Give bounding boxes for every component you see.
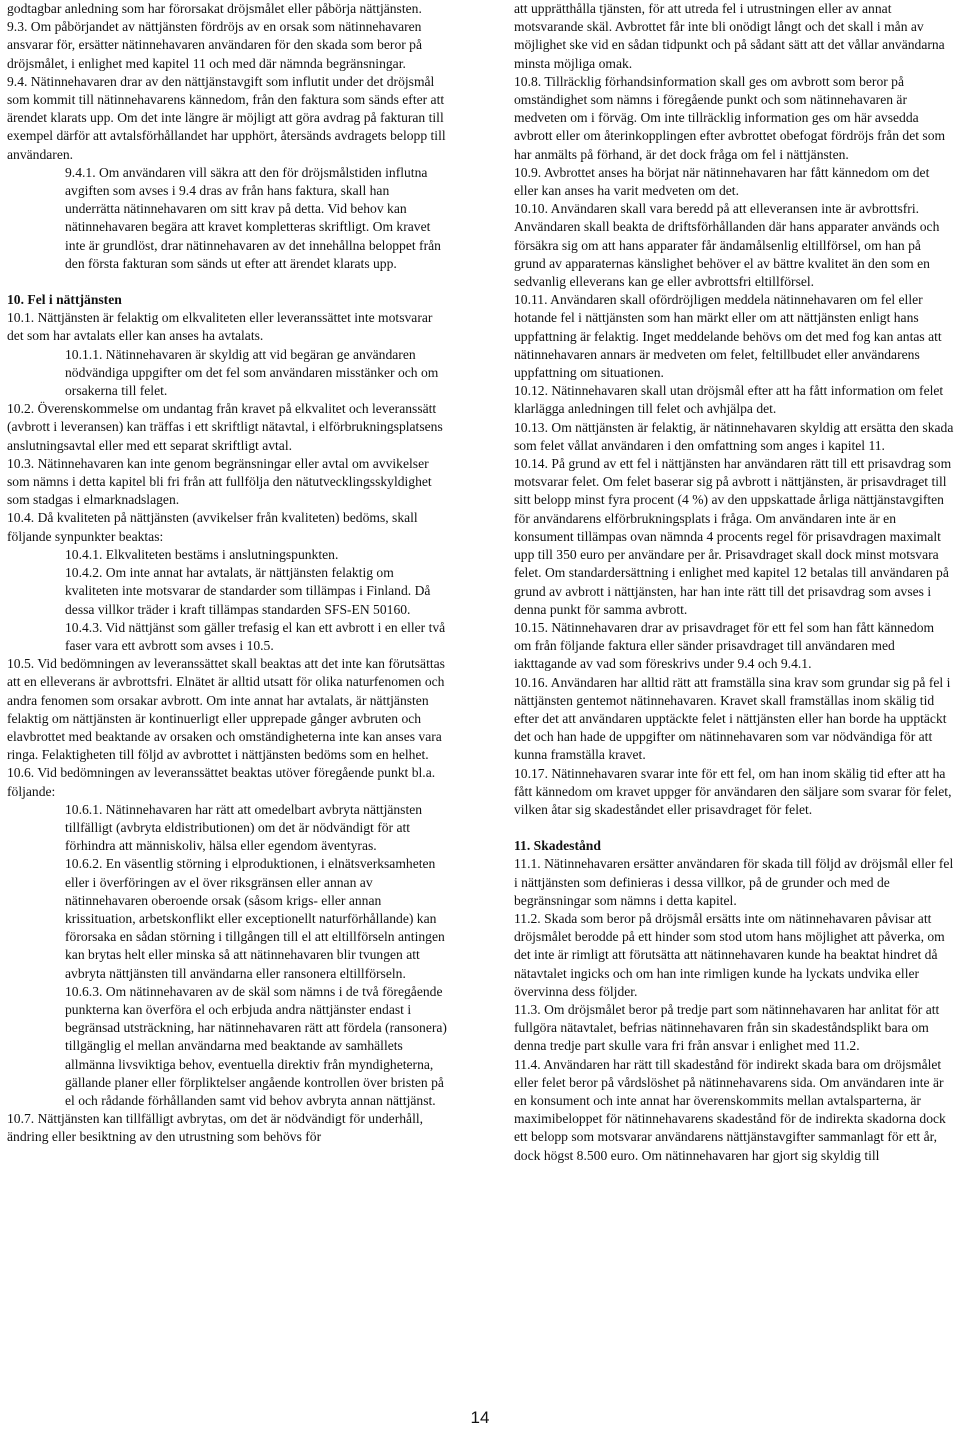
paragraph: 10.12. Nätinnehavaren skall utan dröjsmål efter att ha fått information om felet klarlägga anledningen till felet och avhjälpa det. <box>514 383 944 417</box>
paragraph: 10.15. Nätinnehavaren drar av prisavdraget för ett fel som han fått kännedom om från följande faktura eller sänder prisavdraget till användaren med iakttagande av vad som föreskrivs under 9.4 och 9.4.1. <box>514 619 935 672</box>
paragraph: 10.11. Användaren skall ofördröjligen meddela nätinnehavaren om fel eller hotande fel i nättjänsten som han märkt eller om att nättjänsten enligt hans uppfattning är felaktig. Inget meddelande behövs om det med fog kan antas att nätinnehavaren annars är medveten om felet, feltillbudet eller användarens uppfattning om situationen. <box>514 292 942 381</box>
subparagraph: 10.4.2. Om inte annat har avtalats, är nättjänsten felaktig om kvaliteten inte motsvarar de standarder som tillämpas i Finland. Då dessa villkor träder i kraft tillämpas standarden SFS-EN 50160. <box>65 565 431 617</box>
paragraph: 10.2. Överenskommelse om undantag från kravet på elkvalitet och leveranssätt (avbrott i leveransen) kan träffas i ett skriftligt nätavtal, i elförbrukningsplatsens anslutningsavtal eller med ett separat skriftligt avtal. <box>7 401 443 453</box>
paragraph: 10.3. Nätinnehavaren kan inte genom begränsningar eller avtal om avvikelser som nämns i detta kapitel bli fri från att fullfölja den nätutvecklingsskyldighet som stadgas i elmarknadslagen. <box>7 455 432 508</box>
paragraph: 10.5. Vid bedömningen av leveranssättet skall beaktas att det inte kan förutsättas att en elleverans är avbrottsfri. Elnätet är alltid utsatt för olika naturfenomen och andra fenomen som orsakar avbrott. Om inte annat har avtalats, är nättjänsten felaktig om nättjänsten är kontinuerligt eller upprepade gånger avbruten och elavbrottet med beaktande av orsaken och omständigheterna inte kan anses vara ringa. Felaktigheten till följd av avbrottet i nättjänsten bedöms som en helhet. <box>7 656 445 763</box>
section-heading: 10. Fel i nättjänsten <box>7 292 122 308</box>
spacer <box>514 819 954 837</box>
subparagraph: 10.4.3. Vid nättjänst som gäller trefasig el kan ett avbrott i en eller två faser vara ett avbrott som avses i 10.5. <box>65 619 446 653</box>
page-number: 14 <box>470 1408 490 1427</box>
paragraph: 10.16. Användaren har alltid rätt att framställa sina krav som grundar sig på fel i nättjänsten gentemot nätinnehavaren. Kravet skall framställas inom skälig tid efter det att användaren upptäckte felet i nättjänsten eller han borde ha upptäckt det och han hade de uppgifter om nätinnehavaren som var nödvändiga för att kunna framställa kravet. <box>514 674 951 763</box>
section-heading: 11. Skadestånd <box>514 838 601 854</box>
paragraph: 10.10. Användaren skall vara beredd på att elleveransen inte är avbrottsfri. Användaren skall beakta de driftsförhållanden där hans apparater används och försäkra sig om att hans apparater får ändamålsenlig eltillförsel, om han på grund av apparaternas känslighet behöver el av bättre kvalitet än den som en sedvanlig elleverans kan ge eller avbrottsfri eltillförsel. <box>514 201 940 290</box>
subparagraph: 10.4.1. Elkvaliteten bestäms i anslutningspunkten. <box>65 546 339 562</box>
paragraph: 11.1. Nätinnehavaren ersätter användaren för skada till följd av dröjsmål eller fel i nättjänsten som definieras i dessa villkor, på de grunder och med de begränsningar som nämns i detta kapitel. <box>514 856 954 908</box>
subparagraph: 10.1.1. Nätinnehavaren är skyldig att vid begäran ge användaren nödvändiga uppgifter om det fel som användaren misstänker och om orsakerna till felet. <box>65 346 439 399</box>
paragraph: 10.7. Nättjänsten kan tillfälligt avbrytas, om det är nödvändigt för underhåll, ändring eller besiktning av den utrustning som behövs för <box>7 1111 424 1145</box>
paragraph: 10.14. På grund av ett fel i nättjänsten har användaren rätt till ett prisavdrag som motsvarar felet. Om felet baserar sig på avbrott i nättjänsten, är prisavdraget till sitt belopp minst fyra procent (4 %) av den uppskattade årliga nättjänstavgiften för användarens elförbrukningsplats i fråga. Om användaren inte är en konsument tillämpas ovan nämnda 4 procents regel för prisavdragen maximalt upp till 350 euro per användare per år. Prisavdraget skall dock minst motsvara felet. Om standardersättning i enlighet med kapitel 12 betalas till användaren på grund av avbrott i nättjänsten, har han inte rätt till det prisavdrag som avses i denna punkt för samma avbrott. <box>514 456 952 617</box>
subparagraph: 10.6.1. Nätinnehavaren har rätt att omedelbart avbryta nättjänsten tillfälligt (avbryta eldistributionen) om det är nödvändigt för att förhindra att människoliv, hälsa eller egendom äventyras. <box>65 801 423 854</box>
paragraph: 11.2. Skada som beror på dröjsmål ersätts inte om nätinnehavaren påvisar att dröjsmålet berodde på ett hinder som stod utom hans möjlighet att påverka, om det inte är rimligt att förutsätta att nätinnehavaren kunde ha beaktat hindret då nätavtalet ingicks och om han inte rimligen kunde ha lyckats undvika eller övervinna dess följder. <box>514 910 945 999</box>
paragraph: 10.17. Nätinnehavaren svarar inte för ett fel, om han inom skälig tid efter att ha fått kännedom om kravet uppger för användaren den säljare som svarar för felet, vilken åtar sig skadeståndet eller prisavdraget för felet. <box>514 765 952 817</box>
paragraph: 9.3. Om påbörjandet av nättjänsten fördröjs av en orsak som nätinnehavaren ansvarar för, ersätter nätinnehavaren användaren för den skada som beror på dröjsmålet, i enlighet med kapitel 11 och med där nämnda begränsningar. <box>7 19 423 71</box>
paragraph: 10.8. Tillräcklig förhandsinformation skall ges om avbrott som beror på omständighet som nämns i föregående punkt och som nätinnehavaren är medveten om i förväg. Om inte tillräcklig information ges om här avsedda avbrott eller om återinkopplingen efter avbrottet obefogat fördröjs från det som har anmälts på förhand, är det dock fråga om fel i nättjänsten. <box>514 73 946 162</box>
left-column <box>7 0 447 1147</box>
subparagraph: 9.4.1. Om användaren vill säkra att den för dröjsmålstiden influtna avgiften som avses i 9.4 dras av från hans faktura, skall han underrätta nätinnehavaren om sitt krav på detta. Vid behov kan nätinnehavaren begära att kravet kompletteras skriftligt. Om kravet inte är grundlöst, drar nätinnehavaren av det innehållna beloppet från den första fakturan som sänds ut efter att ärendet klarats upp. <box>65 164 441 271</box>
paragraph: 11.3. Om dröjsmålet beror på tredje part som nätinnehavaren har anlitat för att fullgöra nätavtalet, befrias nätinnehavaren från sin skadeståndsplikt bara om denna tredje part skulle vara fri från ansvar i enlighet med 11.2. <box>514 1001 940 1054</box>
subparagraph: 10.6.3. Om nätinnehavaren av de skäl som nämns i de två föregående punkterna kan överföra el och erbjuda andra nättjänster endast i begränsad utsträckning, har nätinnehavaren rätt att fördela (ransonera) tillgänglig el mellan användarna med beaktande av samhällets allmänna livsviktiga behov, eventuella direktiv från myndigheterna, gällande planer eller förpliktelser angående kontrollen över bristen på el och rådande förhållanden samt vid behov avbryta annan nättjänst. <box>65 983 447 1108</box>
paragraph: 11.4. Användaren har rätt till skadestånd för indirekt skada bara om dröjsmålet eller felet beror på vårdslöshet på nätinnehavarens sida. Om användaren inte är en konsument och inte annat har överenskommits mellan avtalsparterna, är maximibeloppet för nätinnehavarens skadestånd för de indirekta skadorna dock ett belopp som motsvarar användarens nättjänstavgifter sammanlagt för ett år, dock högst 8.500 euro. Om nätinnehavaren har gjort sig skyldig till <box>514 1056 946 1163</box>
paragraph: 10.9. Avbrottet anses ha börjat när nätinnehavaren har fått kännedom om det eller kan anses ha varit medveten om det. <box>514 164 930 199</box>
spacer <box>7 273 447 291</box>
paragraph: 10.6. Vid bedömningen av leveranssättet beaktas utöver föregående punkt bl.a. följande: <box>7 765 436 799</box>
paragraph: 10.4. Då kvaliteten på nättjänsten (avvikelser från kvaliteten) bedöms, skall följande synpunkter beaktas: <box>7 510 418 544</box>
right-column <box>514 0 954 1165</box>
paragraph: 10.1. Nättjänsten är felaktig om elkvaliteten eller leveranssättet inte motsvarar det som har avtalats eller kan anses ha avtalats. <box>7 310 433 344</box>
paragraph: 10.13. Om nättjänsten är felaktig, är nätinnehavaren skyldig att ersätta den skada som felet vållat användaren i den omfattning som anges i kapitel 11. <box>514 419 954 453</box>
paragraph: 9.4. Nätinnehavaren drar av den nättjänstavgift som influtit under det dröjsmål som kommit till nätinnehavarens kännedom, från den faktura som sänds efter att ärendet klarats upp. Om det inte längre är möjligt att göra avdrag på fakturan till exempel därför att avtalsförhållandet har upphört, återsänds avdragets belopp till användaren. <box>7 73 446 162</box>
paragraph: att upprätthålla tjänsten, för att utreda fel i utrustningen eller av annat motsvarande skäl. Avbrottet får inte bli onödigt långt och det skall i mån av möjlighet ske vid en sådan tidpunkt och på sådant sätt att det vållar användarna minsta möjliga omak. <box>514 1 945 71</box>
subparagraph: 10.6.2. En väsentlig störning i elproduktionen, i elnätsverksamheten eller i överföringen av el över riksgränsen eller annan av nätinnehavaren oberoende orsak (såsom krigs- eller annan krissituation, arbetskonflikt eller exceptionellt naturförhållande) kan förorsaka en sådan störning i tillgången till el att eltillförseln antingen kan brytas helt eller minska så att nätinnehavaren blir tvungen att avbryta nättjänsten till användarna eller ransonera eltillförseln. <box>65 856 445 981</box>
paragraph: godtagbar anledning som har förorsakat dröjsmålet eller påbörja nättjänsten. <box>7 1 422 16</box>
